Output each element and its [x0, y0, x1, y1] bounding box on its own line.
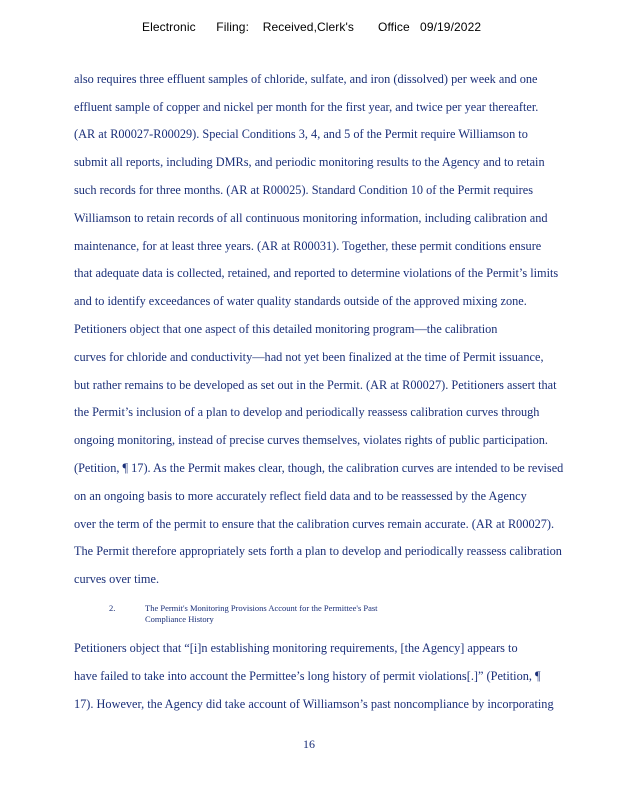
text-line: (AR at R00027-R00029). Special Conditions 3, 4, and 5 of the Permit require Williamson to — [74, 127, 528, 141]
text-line: curves over time. — [74, 572, 160, 586]
text-line: curves for chloride and conductivity—had not yet been finalized at the time of Permit issuance, — [74, 350, 544, 364]
filing-header: Electronic Filing: Received,Clerk's Office 09/19/2022 — [142, 20, 482, 34]
text-line: 17). However, the Agency did take account of Williamson’s past noncompliance by incorporating — [74, 697, 554, 711]
text-line: also requires three effluent samples of chloride, sulfate, and iron (dissolved) per week and one — [74, 72, 538, 86]
section-heading-line: The Permit's Monitoring Provisions Account for the Permittee's Past — [145, 603, 378, 613]
text-line: that adequate data is collected, retained, and reported to determine violations of the Permit’s limits — [74, 266, 559, 280]
text-line: the Permit’s inclusion of a plan to develop and periodically reassess calibration curves through — [74, 405, 540, 419]
text-line: such records for three months. (AR at R00025). Standard Condition 10 of the Permit requires — [74, 183, 533, 197]
section-heading — [145, 603, 378, 625]
text-line: and to identify exceedances of water quality standards outside of the approved mixing zone. — [74, 294, 527, 308]
text-line: ongoing monitoring, instead of precise curves themselves, violates rights of public participation. — [74, 433, 549, 447]
text-line: Petitioners object that one aspect of this detailed monitoring program—the calibration — [74, 322, 498, 336]
text-line: Petitioners object that “[i]n establishing monitoring requirements, [the Agency] appears to — [74, 641, 518, 655]
text-line: but rather remains to be developed as set out in the Permit. (AR at R00027). Petitioners assert that — [74, 378, 557, 392]
page-number: 16 — [303, 737, 315, 751]
text-line: have failed to take into account the Permittee’s long history of permit violations[.]” (Petition, ¶ — [74, 669, 541, 683]
text-line: over the term of the permit to ensure that the calibration curves remain accurate. (AR at R00027). — [74, 517, 555, 531]
text-line: (Petition, ¶ 17). As the Permit makes clear, though, the calibration curves are intended to be revised — [74, 461, 564, 475]
text-line: on an ongoing basis to more accurately reflect field data and to be reassessed by the Agency — [74, 489, 527, 503]
section-number: 2. — [109, 603, 116, 613]
section-heading-line: Compliance History — [145, 614, 214, 624]
text-line: The Permit therefore appropriately sets forth a plan to develop and periodically reassess calibration — [74, 544, 562, 558]
text-line: maintenance, for at least three years. (AR at R00031). Together, these permit conditions ensure — [74, 239, 542, 253]
text-line: Williamson to retain records of all continuous monitoring information, including calibration and — [74, 211, 548, 225]
text-line: submit all reports, including DMRs, and periodic monitoring results to the Agency and to retain — [74, 155, 545, 169]
text-line: effluent sample of copper and nickel per month for the first year, and twice per year thereafter. — [74, 100, 539, 114]
